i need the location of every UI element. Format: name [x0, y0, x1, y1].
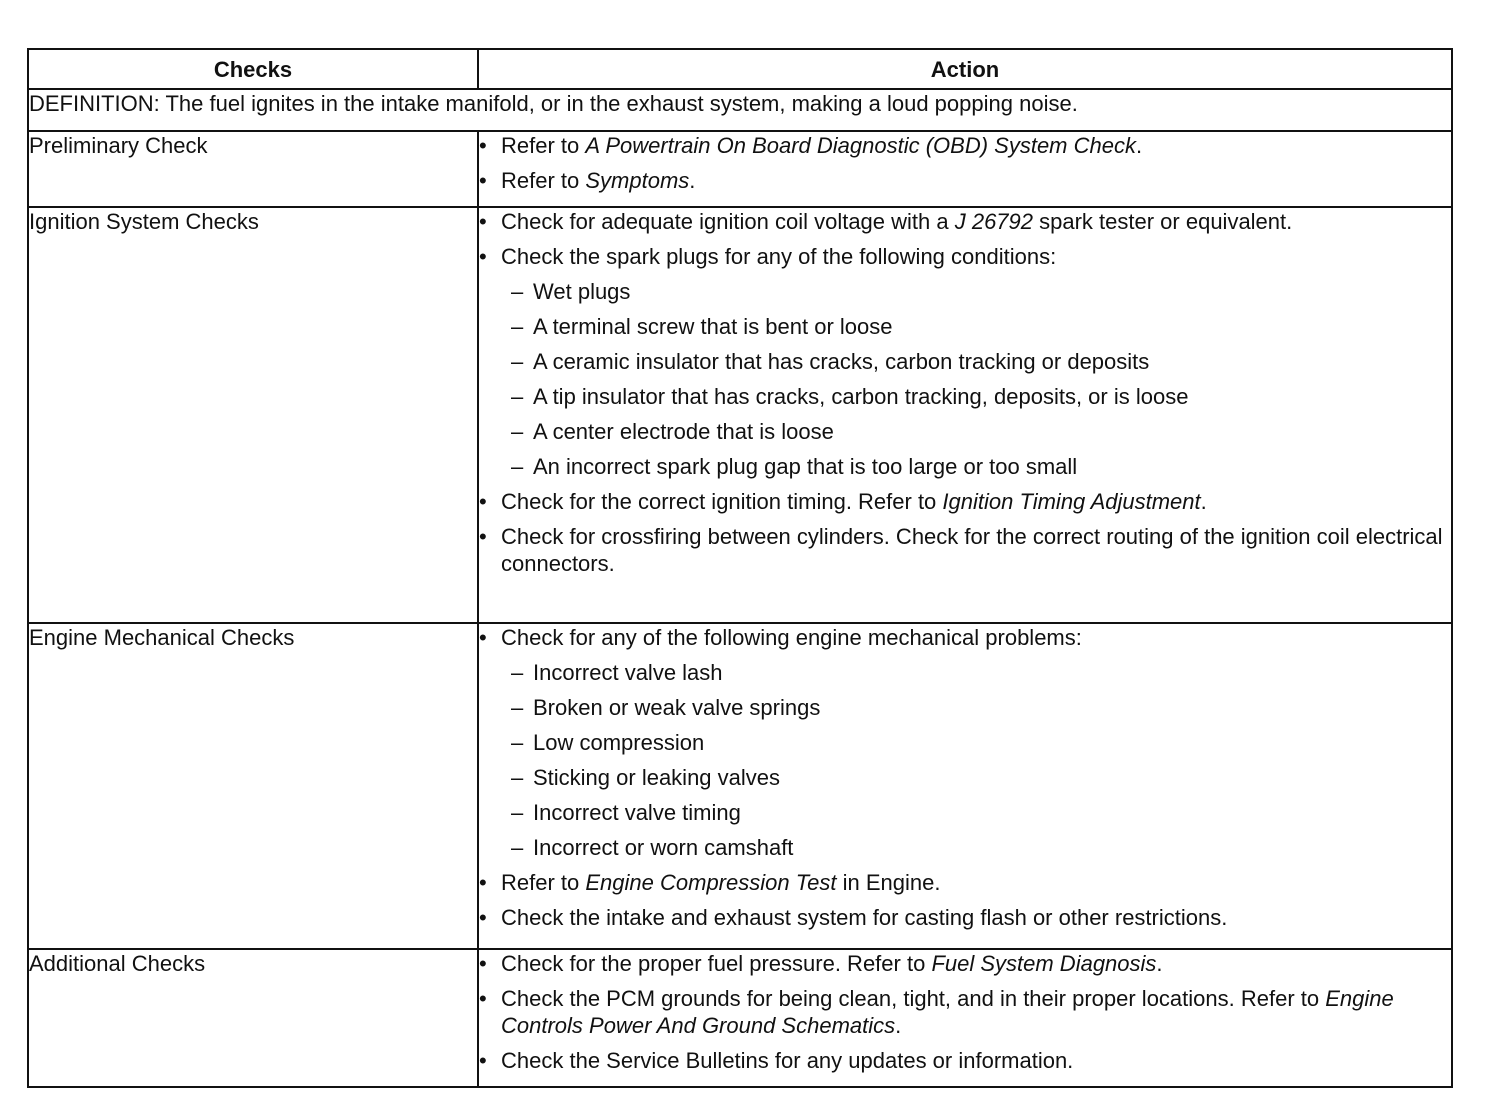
dash-icon: – — [511, 279, 524, 304]
bullet-icon: • — [479, 986, 487, 1011]
condition-text: Incorrect valve timing — [533, 800, 741, 825]
condition-text: Low compression — [533, 730, 705, 755]
action-text — [501, 244, 1056, 269]
action-cell — [478, 623, 1452, 949]
dash-icon: – — [511, 349, 524, 374]
action-item — [479, 488, 1451, 515]
action-cell — [478, 131, 1452, 207]
check-cell: Additional Checks — [28, 949, 478, 1087]
action-text-plain: Check for crossfiring between cylinders. Check for the correct routing of the ignition coil electrical connectors. — [501, 524, 1443, 576]
condition-text: A center electrode that is loose — [533, 419, 834, 444]
header-row — [28, 49, 1452, 89]
dash-icon: – — [511, 695, 524, 720]
bullet-icon: • — [479, 244, 487, 269]
action-text-plain: Check for the correct ignition timing. Refer to — [501, 489, 943, 514]
diagnostic-table-sheet — [27, 48, 1451, 1084]
action-text-plain: . — [689, 168, 696, 193]
definition-row — [28, 89, 1452, 131]
action-cell — [478, 949, 1452, 1087]
table-row — [28, 207, 1452, 623]
action-item — [479, 869, 1451, 896]
action-item — [479, 950, 1451, 977]
dash-icon: – — [511, 835, 524, 860]
condition-text: A tip insulator that has cracks, carbon tracking, deposits, or is loose — [533, 384, 1189, 409]
action-text-plain: Refer to — [501, 133, 586, 158]
dash-icon: – — [511, 660, 524, 685]
table-row — [28, 131, 1452, 207]
action-reference: Ignition Timing Adjustment — [942, 489, 1201, 514]
check-cell: Engine Mechanical Checks — [28, 623, 478, 949]
dash-icon: – — [511, 454, 524, 479]
condition-text: Sticking or leaking valves — [533, 765, 781, 790]
action-text — [501, 905, 1227, 930]
dash-icon: – — [511, 765, 524, 790]
action-text — [501, 986, 1394, 1038]
diagnostic-table — [27, 48, 1453, 1088]
action-text-plain: . — [895, 1013, 902, 1038]
bullet-icon: • — [479, 951, 487, 976]
condition-item — [479, 694, 1451, 721]
action-reference: A Powertrain On Board Diagnostic (OBD) System Check — [585, 133, 1136, 158]
dash-icon: – — [511, 419, 524, 444]
action-text — [501, 951, 1163, 976]
condition-item — [479, 729, 1451, 756]
condition-item — [479, 313, 1451, 340]
action-item — [479, 523, 1451, 577]
action-item — [479, 243, 1451, 270]
condition-item — [479, 418, 1451, 445]
action-text — [501, 489, 1207, 514]
condition-text: A ceramic insulator that has cracks, carbon tracking or deposits — [533, 349, 1150, 374]
action-text-plain: in Engine. — [836, 870, 941, 895]
action-text-plain: Check the Service Bulletins for any updates or information. — [501, 1048, 1074, 1073]
action-item — [479, 624, 1451, 651]
bullet-icon: • — [479, 870, 487, 895]
action-text-plain: Check the PCM grounds for being clean, tight, and in their proper locations. Refer to — [501, 986, 1326, 1011]
checks-column-header: Checks — [28, 49, 478, 89]
condition-text: Wet plugs — [533, 279, 631, 304]
table-row — [28, 949, 1452, 1087]
action-text-plain: Refer to — [501, 168, 586, 193]
condition-text: Incorrect or worn camshaft — [533, 835, 794, 860]
action-text-plain: . — [1200, 489, 1207, 514]
definition-text: DEFINITION: The fuel ignites in the intake manifold, or in the exhaust system, making a loud popping noise. — [28, 89, 1452, 131]
action-text — [501, 133, 1142, 158]
action-reference: Symptoms — [585, 168, 690, 193]
action-item — [479, 167, 1451, 194]
bullet-icon: • — [479, 905, 487, 930]
action-text — [501, 625, 1082, 650]
bullet-icon: • — [479, 625, 487, 650]
condition-item — [479, 348, 1451, 375]
condition-text: A terminal screw that is bent or loose — [533, 314, 893, 339]
action-reference: Engine Controls Power And Ground Schematics — [501, 986, 1394, 1038]
condition-item — [479, 764, 1451, 791]
action-text — [501, 524, 1443, 576]
action-reference: J 26792 — [954, 209, 1034, 234]
action-cell — [478, 207, 1452, 623]
condition-item — [479, 799, 1451, 826]
action-item — [479, 1047, 1451, 1074]
condition-item — [479, 834, 1451, 861]
action-item — [479, 132, 1451, 159]
dash-icon: – — [511, 384, 524, 409]
action-text-plain: . — [1135, 133, 1143, 158]
condition-text: An incorrect spark plug gap that is too large or too small — [533, 454, 1078, 479]
dash-icon: – — [511, 314, 524, 339]
action-text-plain: Check for adequate ignition coil voltage with a — [501, 209, 955, 234]
bullet-icon: • — [479, 168, 487, 193]
action-text-plain: Check for the proper fuel pressure. Refer to — [501, 951, 932, 976]
action-item — [479, 208, 1451, 235]
action-text — [501, 209, 1292, 234]
dash-icon: – — [511, 730, 524, 755]
action-item — [479, 904, 1451, 931]
action-text — [501, 168, 695, 193]
condition-item — [479, 383, 1451, 410]
condition-item — [479, 453, 1451, 480]
check-cell: Ignition System Checks — [28, 207, 478, 623]
action-column-header: Action — [478, 49, 1452, 89]
bullet-icon: • — [479, 489, 487, 514]
bullet-icon: • — [479, 133, 487, 158]
action-text-plain: spark tester or equivalent. — [1033, 209, 1293, 234]
condition-text: Broken or weak valve springs — [533, 695, 821, 720]
action-text-plain: Check for any of the following engine mechanical problems: — [501, 625, 1082, 650]
bullet-icon: • — [479, 1048, 487, 1073]
dash-icon: – — [511, 800, 524, 825]
action-text-plain: Check the intake and exhaust system for casting flash or other restrictions. — [501, 905, 1228, 930]
action-reference: Fuel System Diagnosis — [931, 951, 1157, 976]
action-text — [501, 1048, 1073, 1073]
bullet-icon: • — [479, 209, 487, 234]
condition-item — [479, 659, 1451, 686]
action-text-plain: Refer to — [501, 870, 586, 895]
check-cell: Preliminary Check — [28, 131, 478, 207]
condition-item — [479, 278, 1451, 305]
action-item — [479, 985, 1451, 1039]
action-reference: Engine Compression Test — [585, 870, 837, 895]
action-text-plain: . — [1156, 951, 1163, 976]
table-row — [28, 623, 1452, 949]
bullet-icon: • — [479, 524, 487, 549]
action-text — [501, 870, 940, 895]
condition-text: Incorrect valve lash — [533, 660, 723, 685]
action-text-plain: Check the spark plugs for any of the following conditions: — [501, 244, 1057, 269]
